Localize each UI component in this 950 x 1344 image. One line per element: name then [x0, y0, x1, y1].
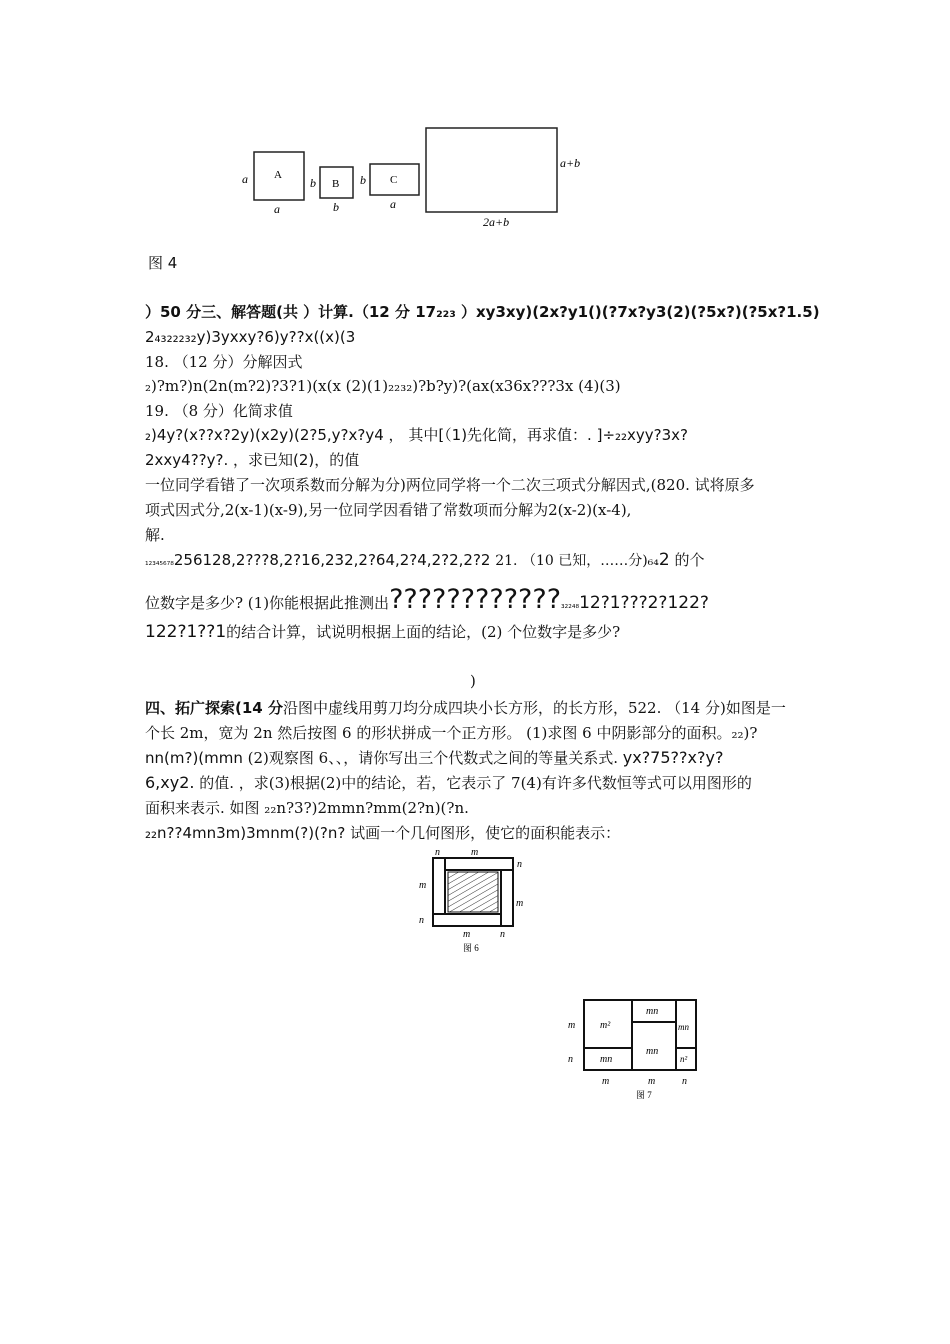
- line-16: 个长 2m，宽为 2n 然后按图 6 的形状拼成一个正方形。 (1)求图 6 中阴影部分的面积。₂₂)?: [145, 724, 758, 742]
- f7-mn-top: mn: [646, 1006, 659, 1017]
- line-3: 18. （12 分）分解因式: [145, 353, 303, 371]
- f7-n-left: n: [568, 1054, 573, 1065]
- label-2a-plus-b: 2a+b: [483, 215, 510, 229]
- f7-mn-bottom: mn: [600, 1054, 613, 1065]
- line-17-expr2: yx?75??x?y?: [622, 748, 724, 767]
- f6-bottom-m: m: [463, 929, 471, 940]
- f7-bottom-m2: m: [648, 1076, 656, 1087]
- line-8: 一位同学看错了一次项系数而分解为分)两位同学将一个二次三项式分解因式,(820. 试将原多: [145, 476, 755, 494]
- figure-7: [560, 992, 710, 1107]
- f6-caption: 图 6: [463, 943, 479, 953]
- figure-4-caption: 图 4: [148, 254, 178, 272]
- line-20-text: 试画一个几何图形，使它的面积能表示：: [345, 824, 621, 842]
- section-4-title: 四、拓广探索(14 分: [145, 699, 283, 717]
- line-11-powers: 256128,2???8,2?16,232,2?64,2?4,2?2,2?2: [173, 551, 491, 569]
- line-14: ): [470, 672, 476, 690]
- label-a-bottom: a: [274, 202, 280, 216]
- label-C: C: [390, 174, 398, 186]
- f6-top-m: m: [471, 847, 479, 858]
- f7-mn-right: mn: [678, 1022, 689, 1032]
- f6-left-m: m: [419, 880, 427, 891]
- line-10: 解.: [145, 526, 165, 544]
- f7-m2: m²: [600, 1020, 611, 1031]
- label-a-plus-b: a+b: [560, 156, 581, 170]
- line-18-text: 的值. ，求(3)根据(2)中的结论，若，它表示了 7(4)有许多代数恒等式可以用图形的: [194, 774, 752, 792]
- f7-n2: n²: [680, 1054, 688, 1064]
- f6-top-n1: n: [435, 847, 440, 858]
- f6-top-n2: n: [517, 859, 522, 870]
- shaded-square: [448, 872, 498, 912]
- f7-bottom-n: n: [682, 1076, 687, 1087]
- line-4: ₂)?m?)n(2n(m?2)?3?1)(x(x (2)(1)₂₂₃₂)?b?y)?(ax(x36x???3x (4)(3): [145, 377, 621, 395]
- f7-caption: 图 7: [636, 1090, 652, 1100]
- f6-bottom-n2: n: [500, 929, 505, 940]
- f7-m-left: m: [568, 1020, 576, 1031]
- line-12-big: ????????????: [389, 584, 562, 615]
- line-15-text: 沿图中虚线用剪刀均分成四块小长方形，的长方形，522. （14 分)如图是一: [282, 699, 786, 717]
- line-17-expr: nn(m?)(mmn: [145, 749, 243, 767]
- line-11-sub: ₁₂₃₄₅₆₇₈: [145, 558, 174, 568]
- label-A: A: [274, 169, 282, 181]
- f6-bottom-n1: n: [419, 915, 424, 926]
- line-11-tail: 的个: [674, 551, 705, 569]
- rect-large: [426, 128, 557, 212]
- line-12: [145, 583, 709, 623]
- line-9: 项式因式分,2(x-1)(x-9),另一位同学因看错了常数项而分解为2(x-2)(x-4),: [145, 501, 632, 519]
- label-a-left: a: [242, 172, 248, 186]
- f6-right-m: m: [516, 898, 524, 909]
- line-20: [145, 823, 620, 843]
- line-2: 2₄₃₂₂₂₃₂y)3yxxy?6)y??x((x)(3: [145, 328, 356, 346]
- line-7: 2xxy4??y?. ，求已知(2)，的值: [145, 451, 360, 469]
- line-1: ）50 分三、解答题(共 ）计算.（12 分 17₂₂₃ ）xy3xy)(2x?y1()(?7x?y3(2)(?5x?)(?5x?1.5): [145, 303, 820, 321]
- figure-6: [415, 845, 535, 955]
- line-13-expr: 122?1??1: [145, 622, 227, 642]
- line-11: [145, 550, 705, 575]
- label-a-bottom2: a: [390, 197, 396, 211]
- line-5: 19. （8 分）化简求值: [145, 402, 293, 420]
- line-20-expr: ₂₂n??4mn3m)3mnm(?)(?n?: [145, 824, 346, 842]
- label-b-bottom: b: [333, 200, 339, 214]
- line-11-problem21: 21. （10 已知，……分)₆₄: [495, 553, 659, 569]
- label-B: B: [332, 178, 340, 190]
- line-17: [145, 748, 723, 768]
- line-6: ₂)4y?(x??x?2y)(x2y)(2?5,y?x?y4 ， 其中[（1)先化简，再求值：. ]÷₂₂xyy?3x?: [145, 426, 689, 444]
- line-15: [145, 698, 786, 718]
- line-13-text: 的结合计算，试说明根据上面的结论，(2) 个位数字是多少?: [226, 623, 621, 641]
- line-12-text: 位数字是多少? (1)你能根据此推测出: [145, 594, 390, 612]
- line-19: 面积来表示. 如图 ₂₂n?3?)2mmn?mm(2?n)(?n.: [145, 799, 469, 817]
- line-11-base: 2: [658, 550, 670, 570]
- line-18-expr: 6,xy2.: [145, 773, 195, 792]
- line-12-sub: ₃₂₂₄₈: [561, 601, 580, 611]
- line-18: [145, 773, 752, 793]
- figure-4: [240, 125, 600, 235]
- line-13: [145, 622, 620, 642]
- label-b-left: b: [310, 176, 316, 190]
- label-b-left2: b: [360, 173, 366, 187]
- line-12-expr: 12?1???2?122?: [579, 593, 709, 613]
- line-17-text: (2)观察图 6、、，请你写出三个代数式之间的等量关系式.: [242, 749, 623, 767]
- f7-bottom-m1: m: [602, 1076, 610, 1087]
- f7-mn-mid: mn: [646, 1046, 659, 1057]
